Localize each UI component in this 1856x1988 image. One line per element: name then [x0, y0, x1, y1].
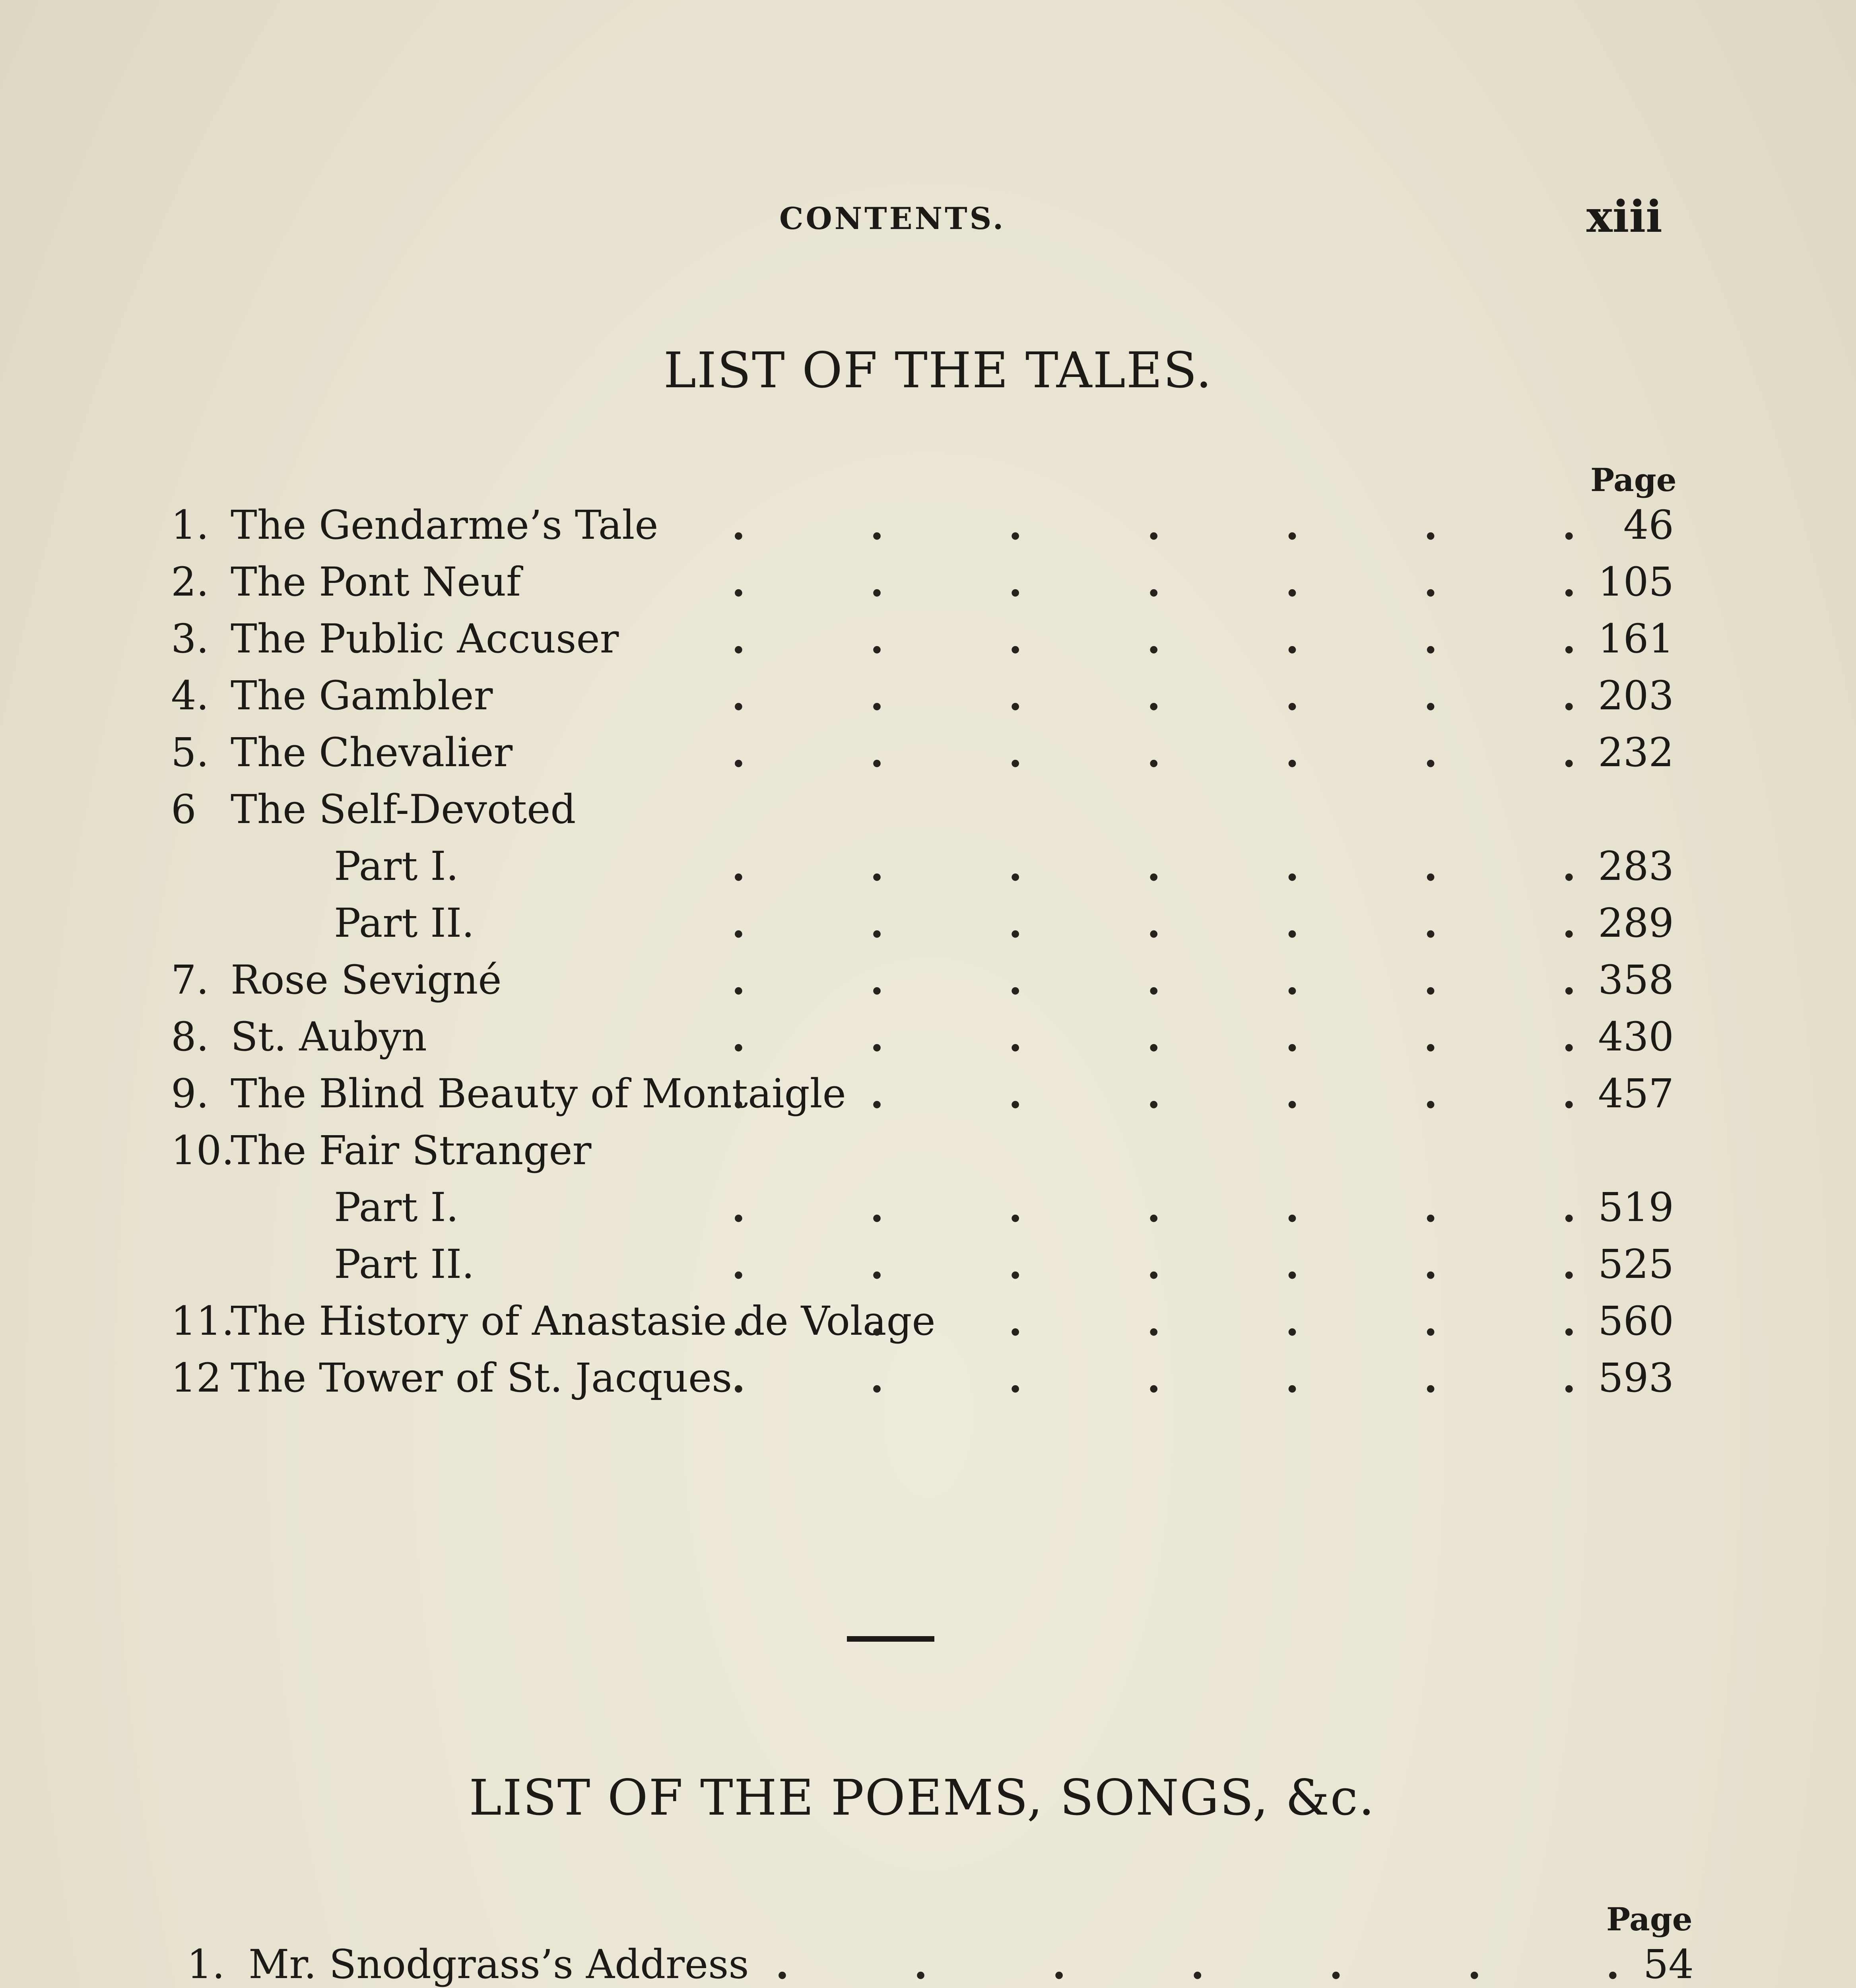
entry-title: Part I. — [334, 843, 459, 889]
entry-page-number: 358 — [1598, 957, 1674, 1003]
entry-title: The Gambler — [231, 672, 493, 719]
entry-page-number: 54 — [1643, 1941, 1694, 1988]
running-head: CONTENTS. — [779, 201, 1006, 236]
entry-title: Mr. Snodgrass’s Address — [249, 1941, 749, 1988]
entry-title: Part II. — [334, 1241, 474, 1287]
entry-number: 7. — [171, 957, 209, 1003]
entry-page-number: 232 — [1598, 729, 1674, 776]
entry-title: The Pont Neuf — [231, 559, 521, 605]
entry-number: 1. — [171, 502, 209, 548]
leader-dots: . . . . . . . — [732, 729, 1576, 776]
leader-dots: . . . . . . . — [732, 1241, 1576, 1288]
leader-dots: . . . . . . . — [775, 1941, 1620, 1988]
entry-number: 6 — [171, 786, 196, 833]
entry-page-number: 289 — [1598, 900, 1674, 946]
entry-title: The History of Anastasie de Volage — [231, 1298, 936, 1344]
leader-dots: . . . . . . . — [732, 1298, 1576, 1345]
entry-title: Rose Sevigné — [231, 957, 502, 1003]
entry-number: 10. — [171, 1127, 235, 1174]
entry-page-number: 161 — [1598, 615, 1674, 662]
entry-title: The Fair Stranger — [231, 1127, 592, 1174]
leader-dots: . . . . . . . — [732, 843, 1576, 890]
entry-title: The Gendarme’s Tale — [231, 502, 658, 548]
entry-page-number: 593 — [1598, 1355, 1674, 1401]
entry-number: 3. — [171, 615, 209, 662]
entry-title: Part II. — [334, 900, 474, 946]
contents-entry — [0, 1936, 1856, 1988]
entry-number: 12 — [171, 1355, 222, 1401]
leader-dots: . . . . . . . — [732, 672, 1576, 719]
entry-page-number: 457 — [1598, 1070, 1674, 1117]
leader-dots: . . . . . . . — [732, 615, 1576, 662]
entry-number: 9. — [171, 1070, 209, 1117]
leader-dots: . . . . . . . — [732, 957, 1576, 1004]
leader-dots: . . . . . . . — [732, 1070, 1576, 1117]
entry-page-number: 105 — [1598, 559, 1674, 605]
entry-number: 5. — [171, 729, 209, 776]
entry-page-number: 430 — [1598, 1013, 1674, 1060]
entry-number: 8. — [171, 1013, 209, 1060]
tales-section-title: LIST OF THE TALES. — [663, 342, 1213, 399]
entry-number: 4. — [171, 672, 209, 719]
entry-number: 2. — [171, 559, 209, 605]
entry-page-number: 560 — [1598, 1298, 1674, 1344]
leader-dots: . . . . . . . — [732, 1013, 1576, 1060]
entry-number: 1. — [187, 1941, 225, 1988]
entry-page-number: 203 — [1598, 672, 1674, 719]
leader-dots: . . . . . . . — [732, 502, 1576, 549]
entry-page-number: 46 — [1623, 502, 1674, 548]
page-folio: xiii — [1586, 191, 1662, 242]
leader-dots: . . . . . . . — [732, 1184, 1576, 1231]
leader-dots: . . . . . . . — [732, 900, 1576, 947]
entry-title: St. Aubyn — [231, 1013, 427, 1060]
leader-dots: . . . . . . . — [732, 559, 1576, 606]
entry-title: The Tower of St. Jacques — [231, 1355, 732, 1401]
entry-page-number: 283 — [1598, 843, 1674, 889]
entry-title: The Blind Beauty of Montaigle — [231, 1070, 846, 1117]
poems-section-title: LIST OF THE POEMS, SONGS, &c. — [469, 1769, 1375, 1827]
leader-dots: . . . . . . . — [732, 1355, 1576, 1402]
tales-page-column-label: Page — [1590, 461, 1677, 499]
entry-page-number: 519 — [1598, 1184, 1674, 1231]
entry-title: The Public Accuser — [231, 615, 619, 662]
entry-title: Part I. — [334, 1184, 459, 1231]
entry-title: The Chevalier — [231, 729, 513, 776]
entry-number: 11. — [171, 1298, 235, 1344]
poems-page-column-label: Page — [1606, 1901, 1693, 1938]
entry-page-number: 525 — [1598, 1241, 1674, 1287]
entry-title: The Self-Devoted — [231, 786, 576, 833]
